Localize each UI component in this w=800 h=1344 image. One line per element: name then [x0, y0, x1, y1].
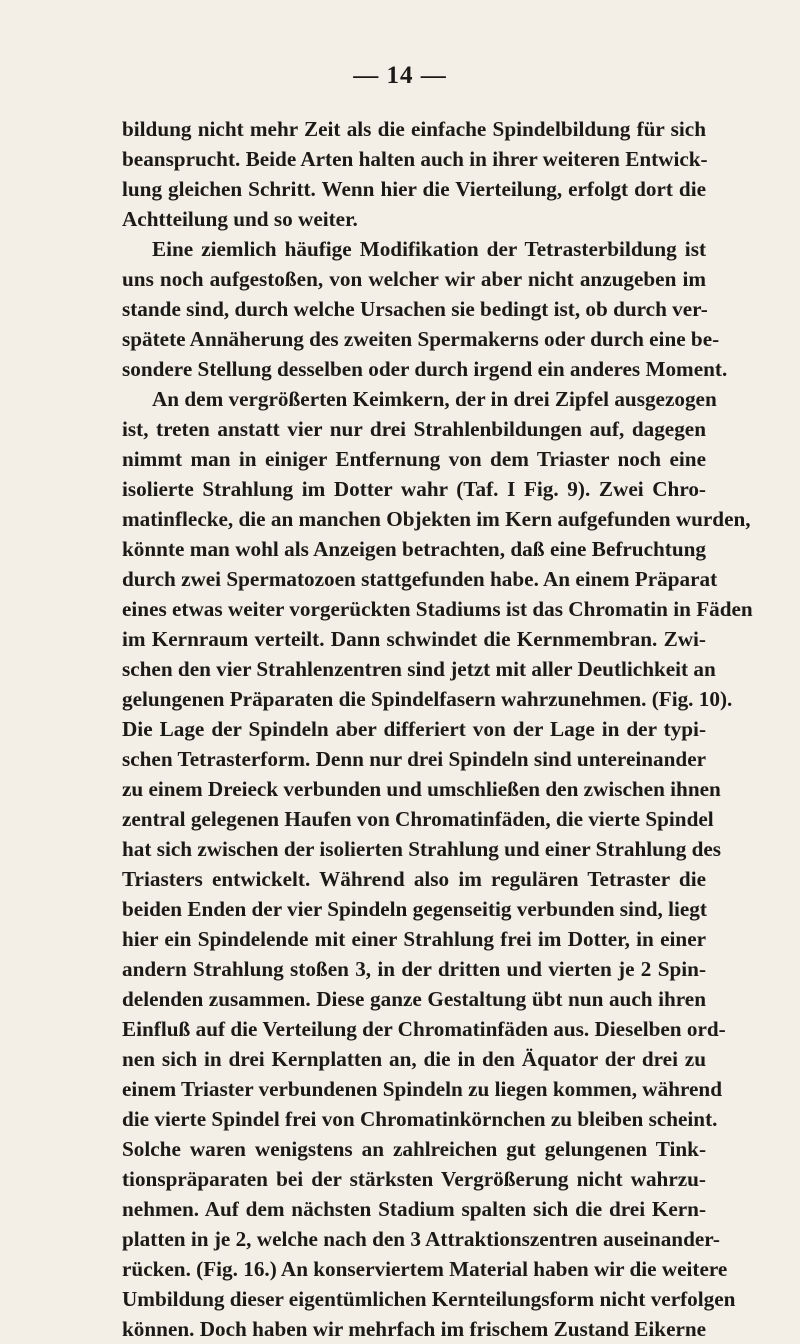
text-line: Die Lage der Spindeln aber differiert von der Lage in der typi-: [122, 717, 706, 741]
text-line: hat sich zwischen der isolierten Strahlung und einer Strahlung des: [122, 837, 722, 861]
text-line: beansprucht. Beide Arten halten auch in ihrer weiteren Entwick-: [122, 147, 708, 171]
text-line: schen Tetrasterform. Denn nur drei Spindeln sind untereinander: [122, 747, 706, 771]
text-line: sondere Stellung desselben oder durch irgend ein anderes Moment.: [122, 357, 728, 381]
text-line: zu einem Dreieck verbunden und umschließen den zwischen ihnen: [122, 777, 721, 801]
text-line: Eine ziemlich häufige Modifikation der Tetrasterbildung ist: [152, 237, 706, 261]
text-line: Solche waren wenigstens an zahlreichen gut gelungenen Tink-: [122, 1137, 706, 1161]
text-line: ist, treten anstatt vier nur drei Strahlenbildungen auf, dagegen: [122, 417, 706, 441]
text-line: Triasters entwickelt. Während also im regulären Tetraster die: [122, 867, 706, 891]
text-line: Achtteilung und so weiter.: [122, 207, 358, 231]
text-line: lung gleichen Schritt. Wenn hier die Vierteilung, erfolgt dort die: [122, 177, 706, 201]
text-line: spätete Annäherung des zweiten Spermakerns oder durch eine be-: [122, 327, 720, 351]
text-line: einem Triaster verbundenen Spindeln zu liegen kommen, während: [122, 1077, 722, 1101]
body-text: [122, 114, 753, 1344]
text-line: gelungenen Präparaten die Spindelfasern wahrzunehmen. (Fig. 10).: [122, 687, 733, 711]
paragraph: [122, 234, 728, 384]
text-line: tionspräparaten bei der stärksten Vergrößerung nicht wahrzu-: [122, 1167, 706, 1191]
text-line: könnte man wohl als Anzeigen betrachten, daß eine Befruchtung: [122, 537, 706, 561]
page-number: — 14 —: [353, 62, 447, 89]
text-line: An dem vergrößerten Keimkern, der in drei Zipfel ausgezogen: [152, 387, 717, 411]
text-line: Umbildung dieser eigentümlichen Kernteilungsform nicht verfolgen: [122, 1287, 736, 1311]
text-line: nehmen. Auf dem nächsten Stadium spalten sich die drei Kern-: [122, 1197, 706, 1221]
text-line: hier ein Spindelende mit einer Strahlung frei im Dotter, in einer: [122, 927, 706, 951]
paragraph: [122, 384, 753, 1344]
text-line: matinflecke, die an manchen Objekten im Kern aufgefunden wurden,: [122, 507, 751, 531]
text-line: uns noch aufgestoßen, von welcher wir aber nicht anzugeben im: [122, 267, 706, 291]
text-line: schen den vier Strahlenzentren sind jetzt mit aller Deutlichkeit an: [122, 657, 716, 681]
text-line: die vierte Spindel frei von Chromatinkörnchen zu bleiben scheint.: [122, 1107, 718, 1131]
text-line: nen sich in drei Kernplatten an, die in den Äquator der drei zu: [122, 1047, 706, 1071]
text-line: Einfluß auf die Verteilung der Chromatinfäden aus. Dieselben ord-: [122, 1017, 726, 1041]
text-line: rücken. (Fig. 16.) An konserviertem Material haben wir die weitere: [122, 1257, 728, 1281]
text-line: isolierte Strahlung im Dotter wahr (Taf. I Fig. 9). Zwei Chro-: [122, 477, 706, 501]
text-line: bildung nicht mehr Zeit als die einfache Spindelbildung für sich: [122, 117, 706, 141]
text-line: platten in je 2, welche nach den 3 Attraktionszentren auseinander-: [122, 1227, 720, 1251]
text-line: nimmt man in einiger Entfernung von dem Triaster noch eine: [122, 447, 706, 471]
text-line: stande sind, durch welche Ursachen sie bedingt ist, ob durch ver-: [122, 297, 708, 321]
text-line: delenden zusammen. Diese ganze Gestaltung übt nun auch ihren: [122, 987, 706, 1011]
text-line: durch zwei Spermatozoen stattgefunden habe. An einem Präparat: [122, 567, 718, 591]
text-line: zentral gelegenen Haufen von Chromatinfäden, die vierte Spindel: [122, 807, 714, 831]
text-line: andern Strahlung stoßen 3, in der dritten und vierten je 2 Spin-: [122, 957, 706, 981]
text-line: im Kernraum verteilt. Dann schwindet die Kernmembran. Zwi-: [122, 627, 706, 651]
paragraph: [122, 114, 706, 234]
text-line: eines etwas weiter vorgerückten Stadiums ist das Chromatin in Fäden: [122, 597, 753, 621]
text-line: beiden Enden der vier Spindeln gegenseitig verbunden sind, liegt: [122, 897, 707, 921]
text-line: können. Doch haben wir mehrfach im frischem Zustand Eikerne: [122, 1317, 707, 1341]
